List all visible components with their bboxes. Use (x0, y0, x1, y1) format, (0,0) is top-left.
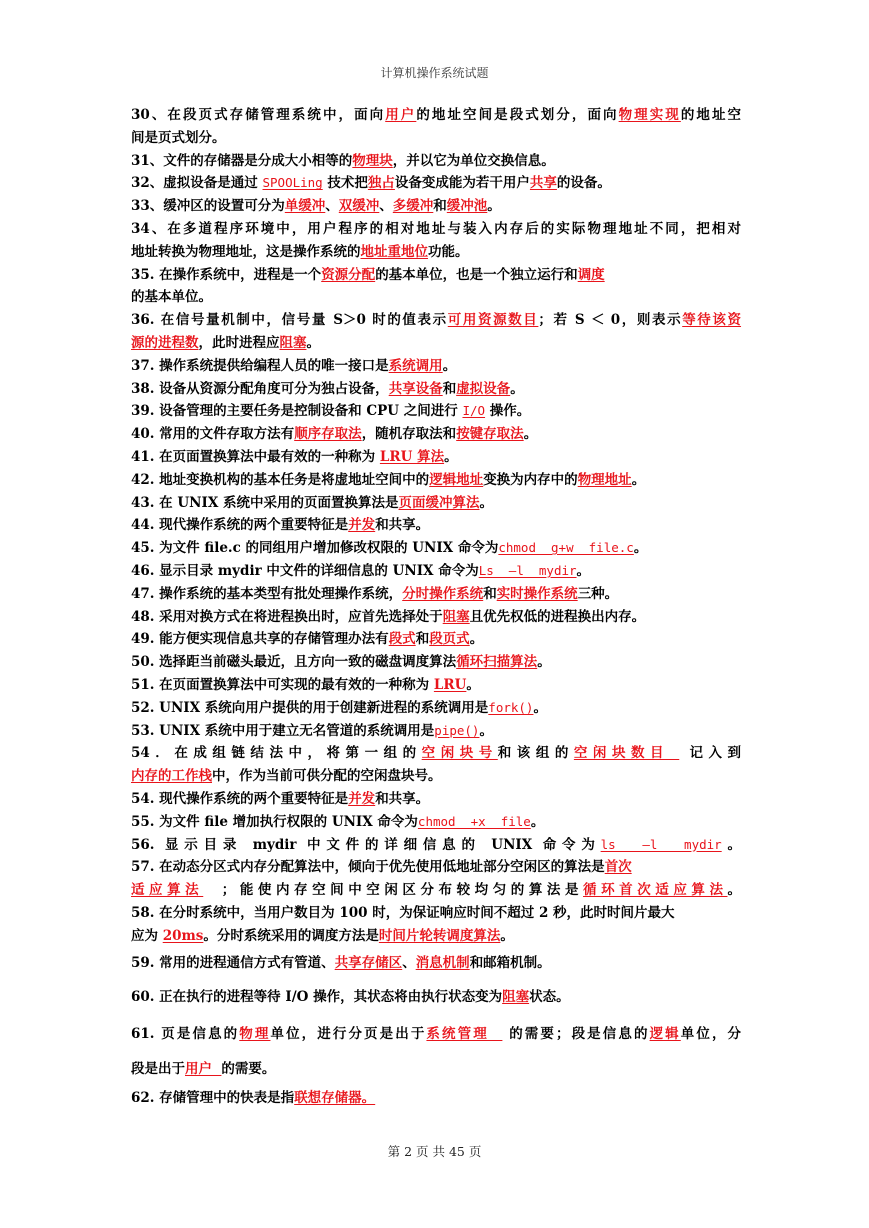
answer-text: 逻辑 (649, 1026, 681, 1043)
answer-text: 段页式 (429, 631, 470, 648)
answer-text: SPOOLing (262, 175, 323, 191)
answer-text: 可用资源数目 (447, 312, 539, 329)
question-line (131, 879, 741, 902)
question-text: 三种。 (577, 585, 619, 602)
question-line (131, 811, 741, 834)
question-text: 37. 操作系统提供给编程人员的唯一接口是 (131, 357, 389, 374)
question-text: 记入到 (679, 745, 742, 762)
question-text: ，此时进程应 (198, 334, 280, 351)
question-text: 46. 显示目录 mydir 中文件的详细信息的 UNIX 命令为 (131, 562, 479, 579)
question-line (131, 720, 741, 743)
question-line (131, 469, 741, 492)
question-line (131, 332, 741, 355)
question-text: 33、缓冲区的设置可分为 (131, 198, 285, 215)
question-text: 47. 操作系统的基本类型有批处理操作系统， (131, 585, 403, 602)
question-text: ；能使内存空间中空闲区分布较均匀的算法是 (203, 882, 584, 899)
question-text: 45. 为文件 file.c 的同组用户增加修改权限的 UNIX 命令为 (131, 540, 499, 557)
question-text: 59. 常用的进程通信方式有管道、 (131, 955, 335, 972)
question-text: 52. UNIX 系统向用户提供的用于创建新进程的系统调用是 (131, 699, 489, 716)
question-text: 、 (325, 198, 339, 215)
question-text: 30、在段页式存储管理系统中，面向 (131, 107, 386, 123)
question-text: 48. 采用对换方式在将进程换出时，应首先选择处于 (131, 608, 443, 625)
answer-text: chmod +x file (417, 813, 531, 829)
question-text: 56. 显示目录 mydir 中文件的详细信息的 UNIX 命令为 (131, 836, 601, 853)
question-line (131, 286, 741, 309)
answer-text: 空闲块数目 (573, 745, 680, 762)
question-text: 地址转换为物理地址，这是操作系统的 (131, 243, 361, 260)
question-line (131, 264, 741, 287)
question-text: 的基本单位。 (131, 289, 212, 306)
question-line (131, 104, 741, 127)
answer-text: 段式 (388, 631, 416, 648)
question-line (131, 492, 741, 515)
question-line (131, 834, 741, 857)
question-text: 。 (442, 357, 457, 374)
question-text: 。 (530, 813, 545, 830)
question-text: 54. 现代操作系统的两个重要特征是 (131, 790, 349, 807)
answer-text: 阻塞 (279, 334, 307, 351)
question-line (131, 423, 741, 446)
answer-text: 内存的工作栈 (131, 768, 212, 785)
question-text: ；若 S ＜ 0，则表示 (538, 312, 683, 329)
answer-text: 阻塞 (442, 608, 470, 625)
question-line (131, 765, 741, 788)
question-text: 42. 地址变换机构的基本任务是将虚地址空间中的 (131, 471, 430, 488)
answer-text: 系统管理 (426, 1026, 503, 1043)
question-line (131, 788, 741, 811)
question-line (131, 947, 741, 981)
question-line (131, 150, 741, 173)
answer-text: 并发 (348, 517, 376, 534)
question-text: 。 (500, 927, 514, 944)
answer-text: 联想存储器。 (294, 1090, 376, 1107)
answer-text: 系统调用 (388, 357, 443, 374)
question-text: 和 (433, 198, 447, 215)
question-text: 44. 现代操作系统的两个重要特征是 (131, 517, 349, 534)
answer-text: 消息机制 (415, 955, 470, 972)
question-text: 32、虚拟设备是通过 (131, 175, 263, 192)
answer-text: 首次 (604, 859, 632, 876)
question-text: 。 (469, 631, 484, 648)
question-text: 和邮箱机制。 (469, 955, 551, 972)
answer-text: fork() (488, 699, 534, 715)
question-text: 。 (444, 448, 458, 465)
question-line (131, 606, 741, 629)
question-line (131, 583, 741, 606)
answer-text: 页面缓冲算法 (398, 494, 480, 511)
answer-text: 单缓冲 (284, 198, 326, 215)
question-line (131, 628, 741, 651)
question-text: 。 (479, 494, 493, 511)
answer-text: 循环扫描算法 (456, 654, 538, 671)
question-text: 。 (631, 471, 646, 488)
question-text: 状态。 (529, 988, 570, 1005)
answer-text: 物理 (239, 1026, 271, 1043)
answer-text: 调度 (577, 266, 605, 283)
answer-text: 资源分配 (321, 266, 376, 283)
question-line (131, 674, 741, 697)
question-text: 31、文件的存储器是分成大小相等的 (131, 152, 353, 169)
question-line (131, 127, 741, 150)
answer-text: 等待该资 (682, 312, 742, 329)
question-text: 40. 常用的文件存取方法有 (131, 426, 295, 443)
question-line (131, 981, 741, 1015)
question-text: 53. UNIX 系统中用于建立无名管道的系统调用是 (131, 722, 435, 739)
page-footer: 第 2 页 共 45 页 (387, 1144, 482, 1159)
answer-text: 适应算法 (131, 882, 204, 899)
question-text: 。 (523, 426, 538, 443)
answer-text: 20ms (162, 927, 204, 944)
question-line (131, 355, 741, 378)
answer-text: 分时操作系统 (402, 585, 484, 602)
question-text: 41. 在页面置换算法中最有效的一种称为 (131, 448, 380, 465)
question-text: 变换为内存中的 (483, 471, 578, 488)
question-text: 34、在多道程序环境中，用户程序的相对地址与装入内存后的实际物理地址不同，把相对 (131, 220, 741, 237)
question-text: 。 (466, 676, 480, 693)
question-text: 和 (442, 380, 457, 397)
page-header: 计算机操作系统试题 (380, 66, 489, 80)
answer-text: 循环首次适应算法 (583, 882, 728, 899)
answer-text: 按键存取法 (456, 426, 524, 443)
question-text: 的地址空 (680, 107, 742, 123)
answer-text: pipe() (434, 722, 480, 738)
question-text: 和共享。 (375, 517, 430, 534)
question-text: ，并以它为单位交换信息。 (392, 152, 555, 169)
question-text: 段是出于 (131, 1060, 185, 1077)
question-line (131, 514, 741, 537)
question-text: 60. 正在执行的进程等待 I/O 操作，其状态将由执行状态变为 (131, 988, 503, 1005)
answer-text: 物理实现 (618, 107, 681, 123)
question-line (131, 697, 741, 720)
question-text: 间是页式划分。 (131, 129, 226, 146)
answer-text: 共享存储区 (334, 955, 403, 972)
question-text: 。 (727, 882, 742, 899)
question-text: 的地址空间是段式划分，面向 (416, 107, 619, 123)
question-text: 和该组的 (497, 745, 574, 762)
question-text: 。 (576, 562, 591, 579)
question-text: 。 (487, 198, 501, 215)
answer-text: LRU (433, 676, 467, 693)
question-text: 且优先权低的进程换出内存。 (469, 608, 646, 625)
question-line (131, 560, 741, 583)
question-text: 。 (721, 836, 741, 853)
question-line (131, 1052, 741, 1088)
question-line (131, 856, 741, 879)
question-text: 39. 设备管理的主要任务是控制设备和 CPU 之间进行 (131, 403, 463, 420)
question-text: 、 (379, 198, 393, 215)
question-text: 和 (415, 631, 430, 648)
question-text: 49. 能方便实现信息共享的存储管理办法有 (131, 631, 389, 648)
question-text: ，随机存取法和 (361, 426, 457, 443)
question-line (131, 537, 741, 560)
answer-text: 并发 (348, 790, 376, 807)
question-text: 54．在成组链结法中，将第一组的 (131, 745, 422, 762)
answer-text: 空闲块号 (421, 745, 498, 762)
question-line (131, 902, 741, 925)
answer-text: ls –l mydir (600, 836, 722, 852)
answer-text: 独占 (367, 175, 395, 192)
answer-text: LRU 算法 (379, 448, 445, 465)
question-text: 设备变成能为若干用户 (394, 175, 530, 192)
question-text: 51. 在页面置换算法中可实现的最有效的一种称为 (131, 676, 434, 693)
question-text: 58. 在分时系统中，当用户数目为 100 时，为保证响应时间不超过 2 秒，此时时间片最大 (131, 904, 675, 921)
answer-text: 物理块 (352, 152, 393, 169)
question-text: 61. 页是信息的 (131, 1026, 240, 1043)
question-text: 的需要。 (221, 1060, 276, 1077)
question-text: 35. 在操作系统中，进程是一个 (131, 266, 322, 283)
question-text: 单位，进行分页是出于 (270, 1026, 427, 1043)
question-text: 57. 在动态分区式内存分配算法中，倾向于优先使用低地址部分空闲区的算法是 (131, 859, 605, 876)
question-line (131, 446, 741, 469)
question-line (131, 218, 741, 241)
question-text: 操作。 (485, 403, 531, 420)
question-text: 36. 在信号量机制中，信号量 S＞0 时的值表示 (131, 312, 448, 329)
question-text: 。 (306, 334, 320, 351)
question-text: 的需要；段是信息的 (502, 1026, 650, 1043)
question-line (131, 1087, 741, 1110)
answer-text: 用户 (385, 107, 417, 123)
question-line (131, 241, 741, 264)
question-text: 应为 (131, 927, 163, 944)
question-text: 技术把 (322, 175, 368, 192)
question-text: 。 (510, 380, 524, 397)
answer-text: 多缓冲 (392, 198, 434, 215)
answer-text: 时间片轮转调度算法 (378, 927, 501, 944)
question-line (131, 925, 741, 948)
answer-text: 物理地址 (577, 471, 632, 488)
document-body (131, 104, 741, 1110)
answer-text: 地址重地位 (360, 243, 428, 260)
answer-text: Ls –l mydir (478, 562, 577, 578)
answer-text: 阻塞 (502, 988, 530, 1005)
answer-text: 源的进程数 (131, 334, 199, 351)
question-text: 。 (479, 722, 493, 739)
answer-text: 缓冲池 (446, 198, 488, 215)
question-text: 功能。 (428, 243, 469, 260)
question-text: 。分时系统采用的调度方法是 (203, 927, 379, 944)
answer-text: chmod g+w file.c (498, 540, 634, 556)
question-text: 单位，分 (680, 1026, 742, 1043)
question-text: 43. 在 UNIX 系统中采用的页面置换算法是 (131, 494, 399, 511)
answer-text: 用户 (185, 1060, 222, 1077)
question-line (131, 172, 741, 195)
question-text: 。 (537, 654, 551, 671)
question-text: 中，作为当前可供分配的空闲盘块号。 (212, 768, 442, 785)
question-text: 的设备。 (556, 175, 611, 192)
question-text: 和共享。 (375, 790, 430, 807)
answer-text: 双缓冲 (338, 198, 380, 215)
question-text: 的基本单位，也是一个独立运行和 (375, 266, 578, 283)
question-text: 和 (483, 585, 497, 602)
answer-text: 共享设备 (388, 380, 443, 397)
answer-text: 共享 (529, 175, 557, 192)
question-text: 、 (402, 955, 416, 972)
answer-text: 虚拟设备 (456, 380, 511, 397)
question-line (131, 400, 741, 423)
question-text: 。 (533, 699, 547, 716)
answer-text: 顺序存取法 (294, 426, 362, 443)
question-text: 。 (633, 540, 648, 557)
question-line (131, 742, 741, 765)
answer-text: 实时操作系统 (496, 585, 578, 602)
question-text: 55. 为文件 file 增加执行权限的 UNIX 命令为 (131, 813, 418, 830)
question-line (131, 309, 741, 332)
question-line (131, 1018, 741, 1052)
question-line (131, 378, 741, 401)
answer-text: I/O (462, 403, 486, 419)
question-line (131, 651, 741, 674)
question-text: 38. 设备从资源分配角度可分为独占设备， (131, 380, 389, 397)
question-text: 62. 存储管理中的快表是指 (131, 1090, 295, 1107)
question-line (131, 195, 741, 218)
answer-text: 逻辑地址 (429, 471, 484, 488)
question-text: 50. 选择距当前磁头最近，且方向一致的磁盘调度算法 (131, 654, 457, 671)
